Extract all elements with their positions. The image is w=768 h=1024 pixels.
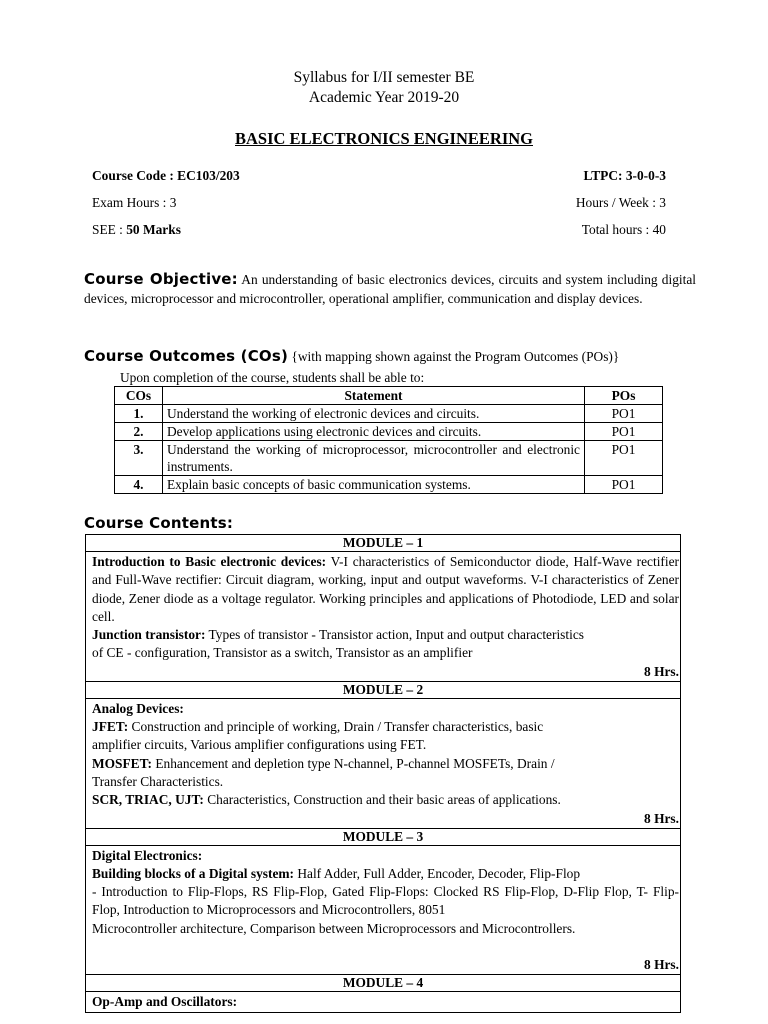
module-hours: 8 Hrs. — [86, 663, 680, 682]
co-number: 3. — [115, 441, 163, 476]
module-title: MODULE – 1 — [86, 535, 680, 552]
module-title: MODULE – 4 — [86, 975, 680, 992]
table-row — [115, 441, 663, 476]
module-paragraph: Transfer Characteristics. — [92, 773, 224, 789]
module-hours: 8 Hrs. — [86, 956, 680, 975]
course-objective — [84, 270, 696, 308]
course-title: BASIC ELECTRONICS ENGINEERING — [235, 129, 533, 148]
meta-row-2 — [92, 194, 666, 212]
co-statement: Explain basic concepts of basic communication systems. — [163, 476, 585, 494]
module-body — [86, 846, 680, 957]
outcomes-note: {with mapping shown against the Program Outcomes (POs)} — [288, 349, 620, 364]
module-paragraph: of CE - configuration, Transistor as a switch, Transistor as an amplifier — [92, 645, 473, 661]
module-paragraph: Junction transistor: Types of transistor - Transistor action, Input and output characteristics — [92, 627, 584, 643]
course-code: Course Code : EC103/203 — [92, 168, 240, 183]
total-hours: Total hours : 40 — [581, 222, 666, 237]
module-heading: Analog Devices: — [92, 700, 184, 716]
meta-row-3 — [92, 221, 666, 239]
module-body — [86, 699, 680, 810]
exam-hours: Exam Hours : 3 — [92, 195, 177, 210]
table-row — [115, 423, 663, 441]
modules-table — [85, 534, 681, 1013]
header-line-2: Academic Year 2019-20 — [308, 89, 460, 106]
co-po: PO1 — [585, 441, 663, 476]
header-line-1: Syllabus for I/II semester BE — [293, 69, 475, 86]
contents-heading: Course Contents: — [84, 514, 234, 532]
module-spacer — [92, 938, 679, 956]
table-row — [115, 405, 663, 423]
co-po: PO1 — [585, 423, 663, 441]
column-header: Statement — [163, 387, 585, 405]
module-heading: Op-Amp and Oscillators: — [92, 994, 238, 1010]
co-statement: Understand the working of microprocessor, microcontroller and electronic instruments. — [163, 441, 585, 476]
co-statement: Understand the working of electronic devices and circuits. — [163, 405, 585, 423]
co-po: PO1 — [585, 405, 663, 423]
module-paragraph: SCR, TRIAC, UJT: Characteristics, Construction and their basic areas of applications. — [92, 792, 561, 808]
table-row — [115, 476, 663, 494]
module-paragraph: MOSFET: Enhancement and depletion type N-channel, P-channel MOSFETs, Drain / — [92, 755, 555, 771]
module-paragraph: JFET: Construction and principle of working, Drain / Transfer characteristics, basic — [92, 719, 544, 735]
module-hours: 8 Hrs. — [86, 810, 680, 829]
co-number: 4. — [115, 476, 163, 494]
module-body — [86, 552, 680, 663]
column-header: COs — [115, 387, 163, 405]
ltpc: LTPC: 3-0-0-3 — [583, 168, 666, 183]
table-header-row — [115, 387, 663, 405]
module-title: MODULE – 3 — [86, 829, 680, 846]
co-number: 2. — [115, 423, 163, 441]
module-title: MODULE – 2 — [86, 682, 680, 699]
module-paragraph: Microcontroller architecture, Comparison between Microprocessors and Microcontrollers. — [92, 920, 576, 936]
course-outcomes-heading — [84, 347, 696, 366]
module-body — [86, 992, 680, 1011]
module-paragraph: Building blocks of a Digital system: Half Adder, Full Adder, Encoder, Decoder, Flip-Flop — [92, 865, 581, 881]
column-header: POs — [585, 387, 663, 405]
module-heading: Digital Electronics: — [92, 847, 203, 863]
objective-text: An understanding of basic electronics devices, circuits and system including digital devices, microprocessor and microcontroller, operational amplifier, communication and display devices. — [84, 272, 696, 306]
module-paragraph: - Introduction to Flip-Flops, RS Flip-Flop, Gated Flip-Flops: Clocked RS Flip-Flop, D-Flip Flop, T- Flip-Flop, Introduction to Microprocessors and Microcontrollers, 8051 — [92, 884, 679, 918]
co-po: PO1 — [585, 476, 663, 494]
objective-heading: Course Objective: — [84, 270, 238, 288]
outcomes-table — [114, 386, 663, 494]
meta-row-1 — [92, 167, 666, 185]
module-paragraph: amplifier circuits, Various amplifier configurations using FET. — [92, 737, 427, 753]
see-marks: SEE : 50 Marks — [92, 222, 181, 237]
outcomes-heading: Course Outcomes (COs) — [84, 347, 289, 365]
hours-per-week: Hours / Week : 3 — [575, 195, 666, 210]
module-paragraph: Introduction to Basic electronic devices: V-I characteristics of Semiconductor diode, Half-Wave rectifier and Full-Wave rectifier: Circuit diagram, working, input and output waveforms. V-I characteristics of Zener diode, Zener diode as a voltage regulator. Working principles and applications of Photodiode, LED and solar cell. — [92, 554, 679, 624]
co-statement: Develop applications using electronic devices and circuits. — [163, 423, 585, 441]
outcomes-intro: Upon completion of the course, students shall be able to: — [120, 370, 425, 385]
co-number: 1. — [115, 405, 163, 423]
